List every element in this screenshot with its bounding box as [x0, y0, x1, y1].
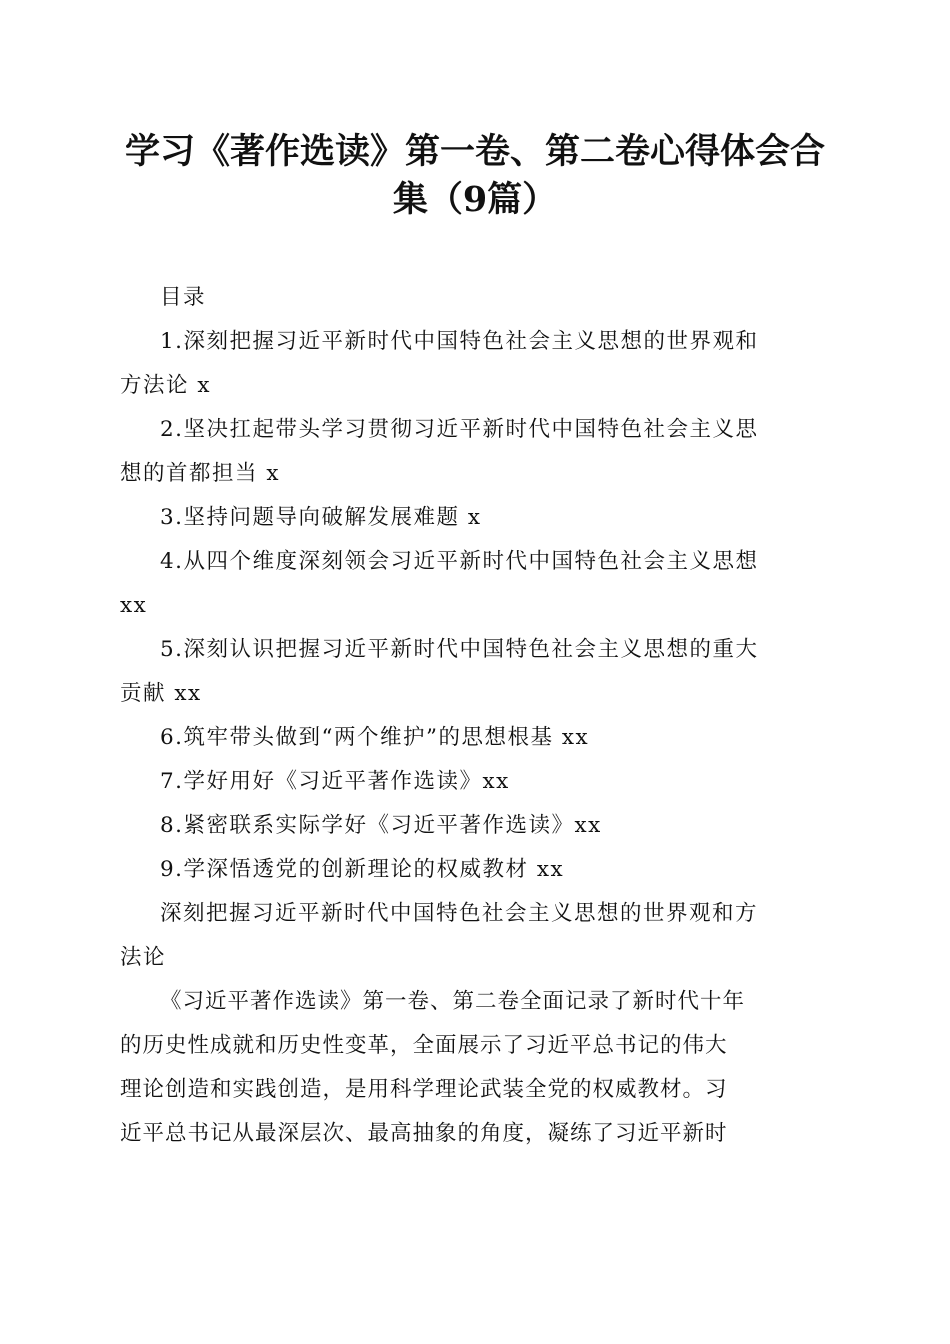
body-paragraph — [120, 980, 826, 1156]
paragraph-line-1: 《习近平著作选读》第一卷、第二卷全面记录了新时代十年 — [160, 989, 746, 1014]
toc-item-1-continued: 方法论 x — [120, 373, 211, 398]
paragraph-line-3: 理论创造和实践创造，是用科学理论武装全党的权威教材。习 — [120, 1077, 728, 1102]
toc-item-1: 1.深刻把握习近平新时代中国特色社会主义思想的世界观和 — [160, 329, 759, 354]
toc-heading: 目录 — [160, 285, 207, 310]
document-body — [120, 276, 826, 1156]
toc-item-6: 6.筑牢带头做到“两个维护”的思想根基 xx — [160, 725, 590, 750]
section-title-line-2: 法论 — [120, 945, 167, 970]
section-title-line-1: 深刻把握习近平新时代中国特色社会主义思想的世界观和方 — [160, 901, 759, 926]
toc-item-4: 4.从四个维度深刻领会习近平新时代中国特色社会主义思想 — [160, 549, 759, 574]
toc-item-5: 5.深刻认识把握习近平新时代中国特色社会主义思想的重大 — [160, 637, 759, 662]
toc-item-4-continued: xx — [120, 593, 148, 618]
toc-item-9: 9.学深悟透党的创新理论的权威教材 xx — [160, 857, 565, 882]
toc-item-2-continued: 想的首都担当 x — [120, 461, 280, 486]
toc-item-8: 8.紧密联系实际学好《习近平著作选读》xx — [160, 813, 602, 838]
toc-item-3: 3.坚持问题导向破解发展难题 x — [160, 505, 482, 530]
table-of-contents — [120, 320, 826, 892]
toc-item-7: 7.学好用好《习近平著作选读》xx — [160, 769, 510, 794]
document-title — [110, 128, 840, 224]
title-line-2: 集（9篇） — [392, 179, 558, 220]
section-title — [120, 892, 826, 980]
paragraph-line-4: 近平总书记从最深层次、最高抽象的角度，凝练了习近平新时 — [120, 1121, 728, 1146]
toc-item-5-continued: 贡献 xx — [120, 681, 202, 706]
paragraph-line-2: 的历史性成就和历史性变革，全面展示了习近平总书记的伟大 — [120, 1033, 728, 1058]
title-line-1: 学习《著作选读》第一卷、第二卷心得体会合 — [124, 131, 825, 172]
toc-item-2: 2.坚决扛起带头学习贯彻习近平新时代中国特色社会主义思 — [160, 417, 759, 442]
